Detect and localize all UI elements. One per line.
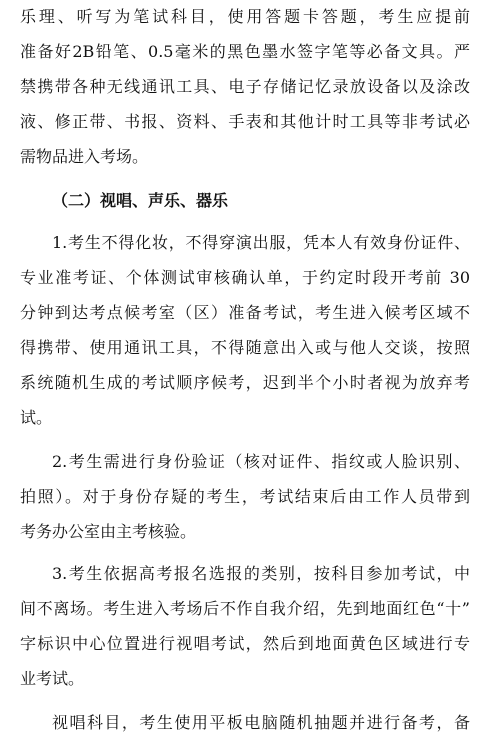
text-line: 拍照）。对于身份存疑的考生，考试结束后由工作人员带到 <box>20 487 470 506</box>
text-line: 分钟到达考点候考室（区）准备考试，考生进入候考区域不 <box>20 303 470 322</box>
text-line: 准备好2B铅笔、0.5毫米的黑色墨水签字笔等必备文具。严 <box>20 42 470 61</box>
text-line: 试。 <box>20 408 53 427</box>
text-line: 2.考生需进行身份验证（核对证件、指纹或人脸识别、 <box>52 452 470 471</box>
text-line: 间不离场。考生进入考场后不作自我介绍，先到地面红色“十” <box>20 599 470 618</box>
text-line: 字标识中心位置进行视唱考试，然后到地面黄色区域进行专 <box>20 634 470 653</box>
section-heading: （二）视唱、声乐、器乐 <box>52 191 229 210</box>
text-line: 业考试。 <box>20 669 85 688</box>
text-line: 考务办公室由主考核验。 <box>20 522 197 541</box>
text-line: 液、修正带、书报、资料、手表和其他计时工具等非考试必 <box>20 112 470 131</box>
text-line: 3.考生依据高考报名选报的类别，按科目参加考试，中 <box>52 564 470 583</box>
text-line: 系统随机生成的考试顺序候考，迟到半个小时者视为放弃考 <box>20 373 470 392</box>
text-line: 1.考生不得化妆，不得穿演出服，凭本人有效身份证件、 <box>52 233 470 252</box>
text-line: 视唱科目，考生使用平板电脑随机抽题并进行备考，备 <box>52 713 470 732</box>
text-line: 专业准考证、个体测试审核确认单，于约定时段开考前 30 <box>20 268 470 287</box>
text-line: 禁携带各种无线通讯工具、电子存储记忆录放设备以及涂改 <box>20 77 470 96</box>
text-line: 需物品进入考场。 <box>20 147 149 166</box>
text-line: 得携带、使用通讯工具，不得随意出入或与他人交谈，按照 <box>20 338 470 357</box>
text-line: 乐理、听写为笔试科目，使用答题卡答题，考生应提前 <box>20 7 470 26</box>
